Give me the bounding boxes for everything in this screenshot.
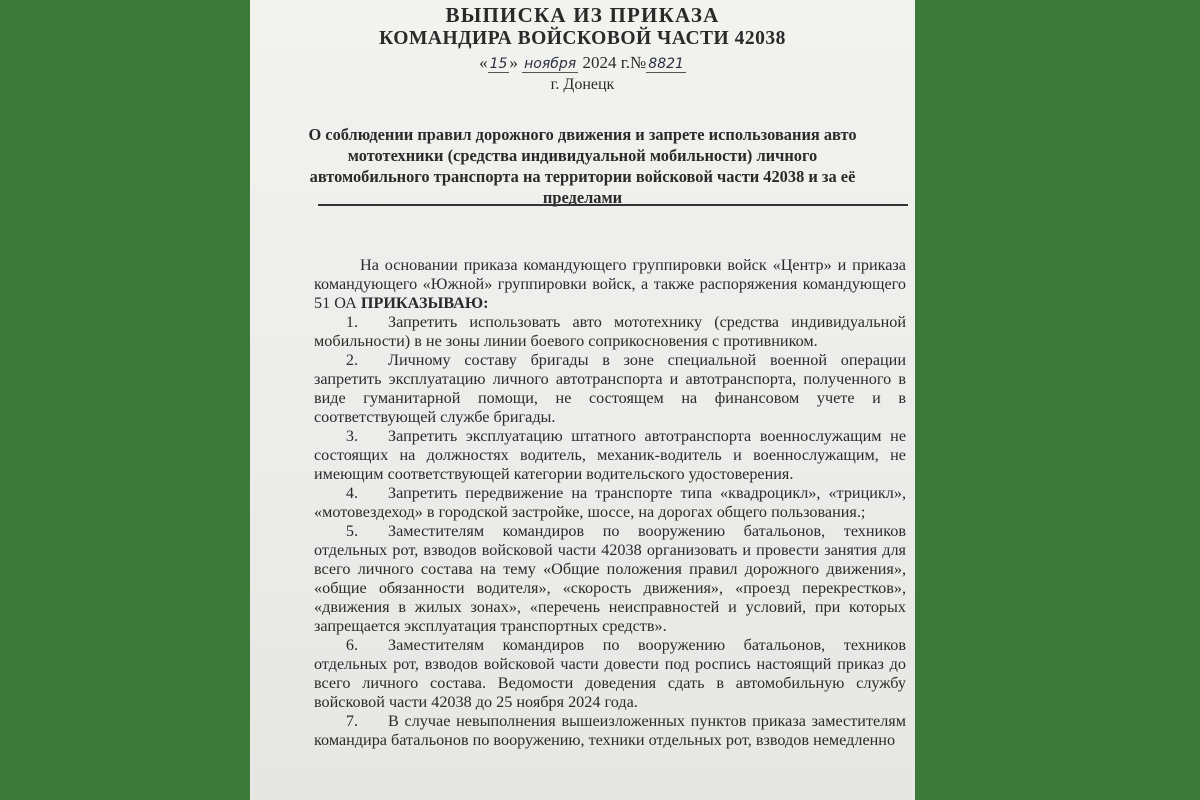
item-text: Заместителям командиров по вооружению батальонов, техников отдельных рот, взводов войсковой части 42038 организовать и провести занятия для всего личного состава на тему «Общие положения правил дорожного движения», «общие обязанности водителя», «скорость движения», «проезд перекрестков», «движения в жилых зонах», «перечень неисправностей и условий, при которых запрещается эксплуатация транспортных средств».: [314, 522, 906, 635]
order-item: [314, 313, 906, 351]
date-line: [250, 52, 915, 75]
handwritten-number: 8821: [648, 56, 684, 72]
subject-divider: [318, 204, 908, 206]
date-year: 2024 г.: [582, 53, 631, 72]
date-open-quote: «: [479, 53, 488, 72]
order-body: [314, 256, 906, 750]
order-item: [314, 427, 906, 484]
order-item: [314, 484, 906, 522]
document-header: [250, 4, 915, 95]
item-number: 6.: [345, 636, 358, 654]
item-text: В случае невыполнения вышеизложенных пунктов приказа заместителям командира батальонов по вооружению, техники отдельных рот, взводов немедленно: [314, 712, 906, 749]
document-subtitle: КОМАНДИРА ВОЙСКОВОЙ ЧАСТИ 42038: [379, 28, 786, 49]
document-title: ВЫПИСКА ИЗ ПРИКАЗА: [445, 3, 720, 27]
document-page: [250, 0, 915, 800]
item-text: Запретить передвижение на транспорте типа «квадроцикл», «трицикл», «мотовездеход» в городской застройке, шоссе, на дорогах общего пользования.;: [314, 484, 906, 521]
order-item: [314, 712, 906, 750]
item-text: Заместителям командиров по вооружению батальонов, техников отдельных рот, взводов войсковой части довести под роспись настоящий приказ до всего личного состава. Ведомости доведения сдать в автомобильную службу войсковой части 42038 до 25 ноября 2024 года.: [314, 636, 906, 711]
date-close-quote: »: [509, 53, 518, 72]
item-text: Личному составу бригады в зоне специальной военной операции запретить эксплуатацию личного автотранспорта и автотранспорта, полученного в виде гуманитарной помощи, не состоящем на финансовом учете и в соответствующей службе бригады.: [314, 351, 906, 426]
item-number: 3.: [345, 427, 358, 445]
item-text: Запретить эксплуатацию штатного автотранспорта военнослужащим не состоящих на должностях водитель, механик-водитель и военнослужащим, не имеющим соответствующей категории водительского удостоверения.: [314, 427, 906, 483]
item-text: Запретить использовать авто мототехнику (средства индивидуальной мобильности) в не зоны линии боевого соприкосновения с противником.: [314, 313, 906, 350]
item-number: 4.: [345, 484, 358, 502]
item-number: 1.: [345, 313, 358, 331]
item-number: 2.: [345, 351, 358, 369]
item-number: 7.: [345, 712, 358, 730]
order-item: [314, 636, 906, 712]
order-item: [314, 522, 906, 636]
order-item: [314, 351, 906, 427]
order-keyword: ПРИКАЗЫВАЮ:: [360, 294, 489, 312]
intro-paragraph: [314, 256, 906, 313]
number-sign: №: [630, 53, 647, 72]
intro-text: На основании приказа командующего группировки войск «Центр» и приказа командующего «Южной» группировки войск, а также распоряжения командующего 51 ОА: [314, 256, 906, 312]
order-subject: О соблюдении правил дорожного движения и запрете использования авто мототехники (средства индивидуальной мобильности) личного автомобильного транспорта на территории войсковой части 42038 и за её пределами: [308, 125, 857, 207]
handwritten-month: ноября: [524, 56, 577, 72]
item-number: 5.: [345, 522, 358, 540]
handwritten-day: 15: [489, 56, 508, 72]
document-city: г. Донецк: [550, 76, 615, 93]
